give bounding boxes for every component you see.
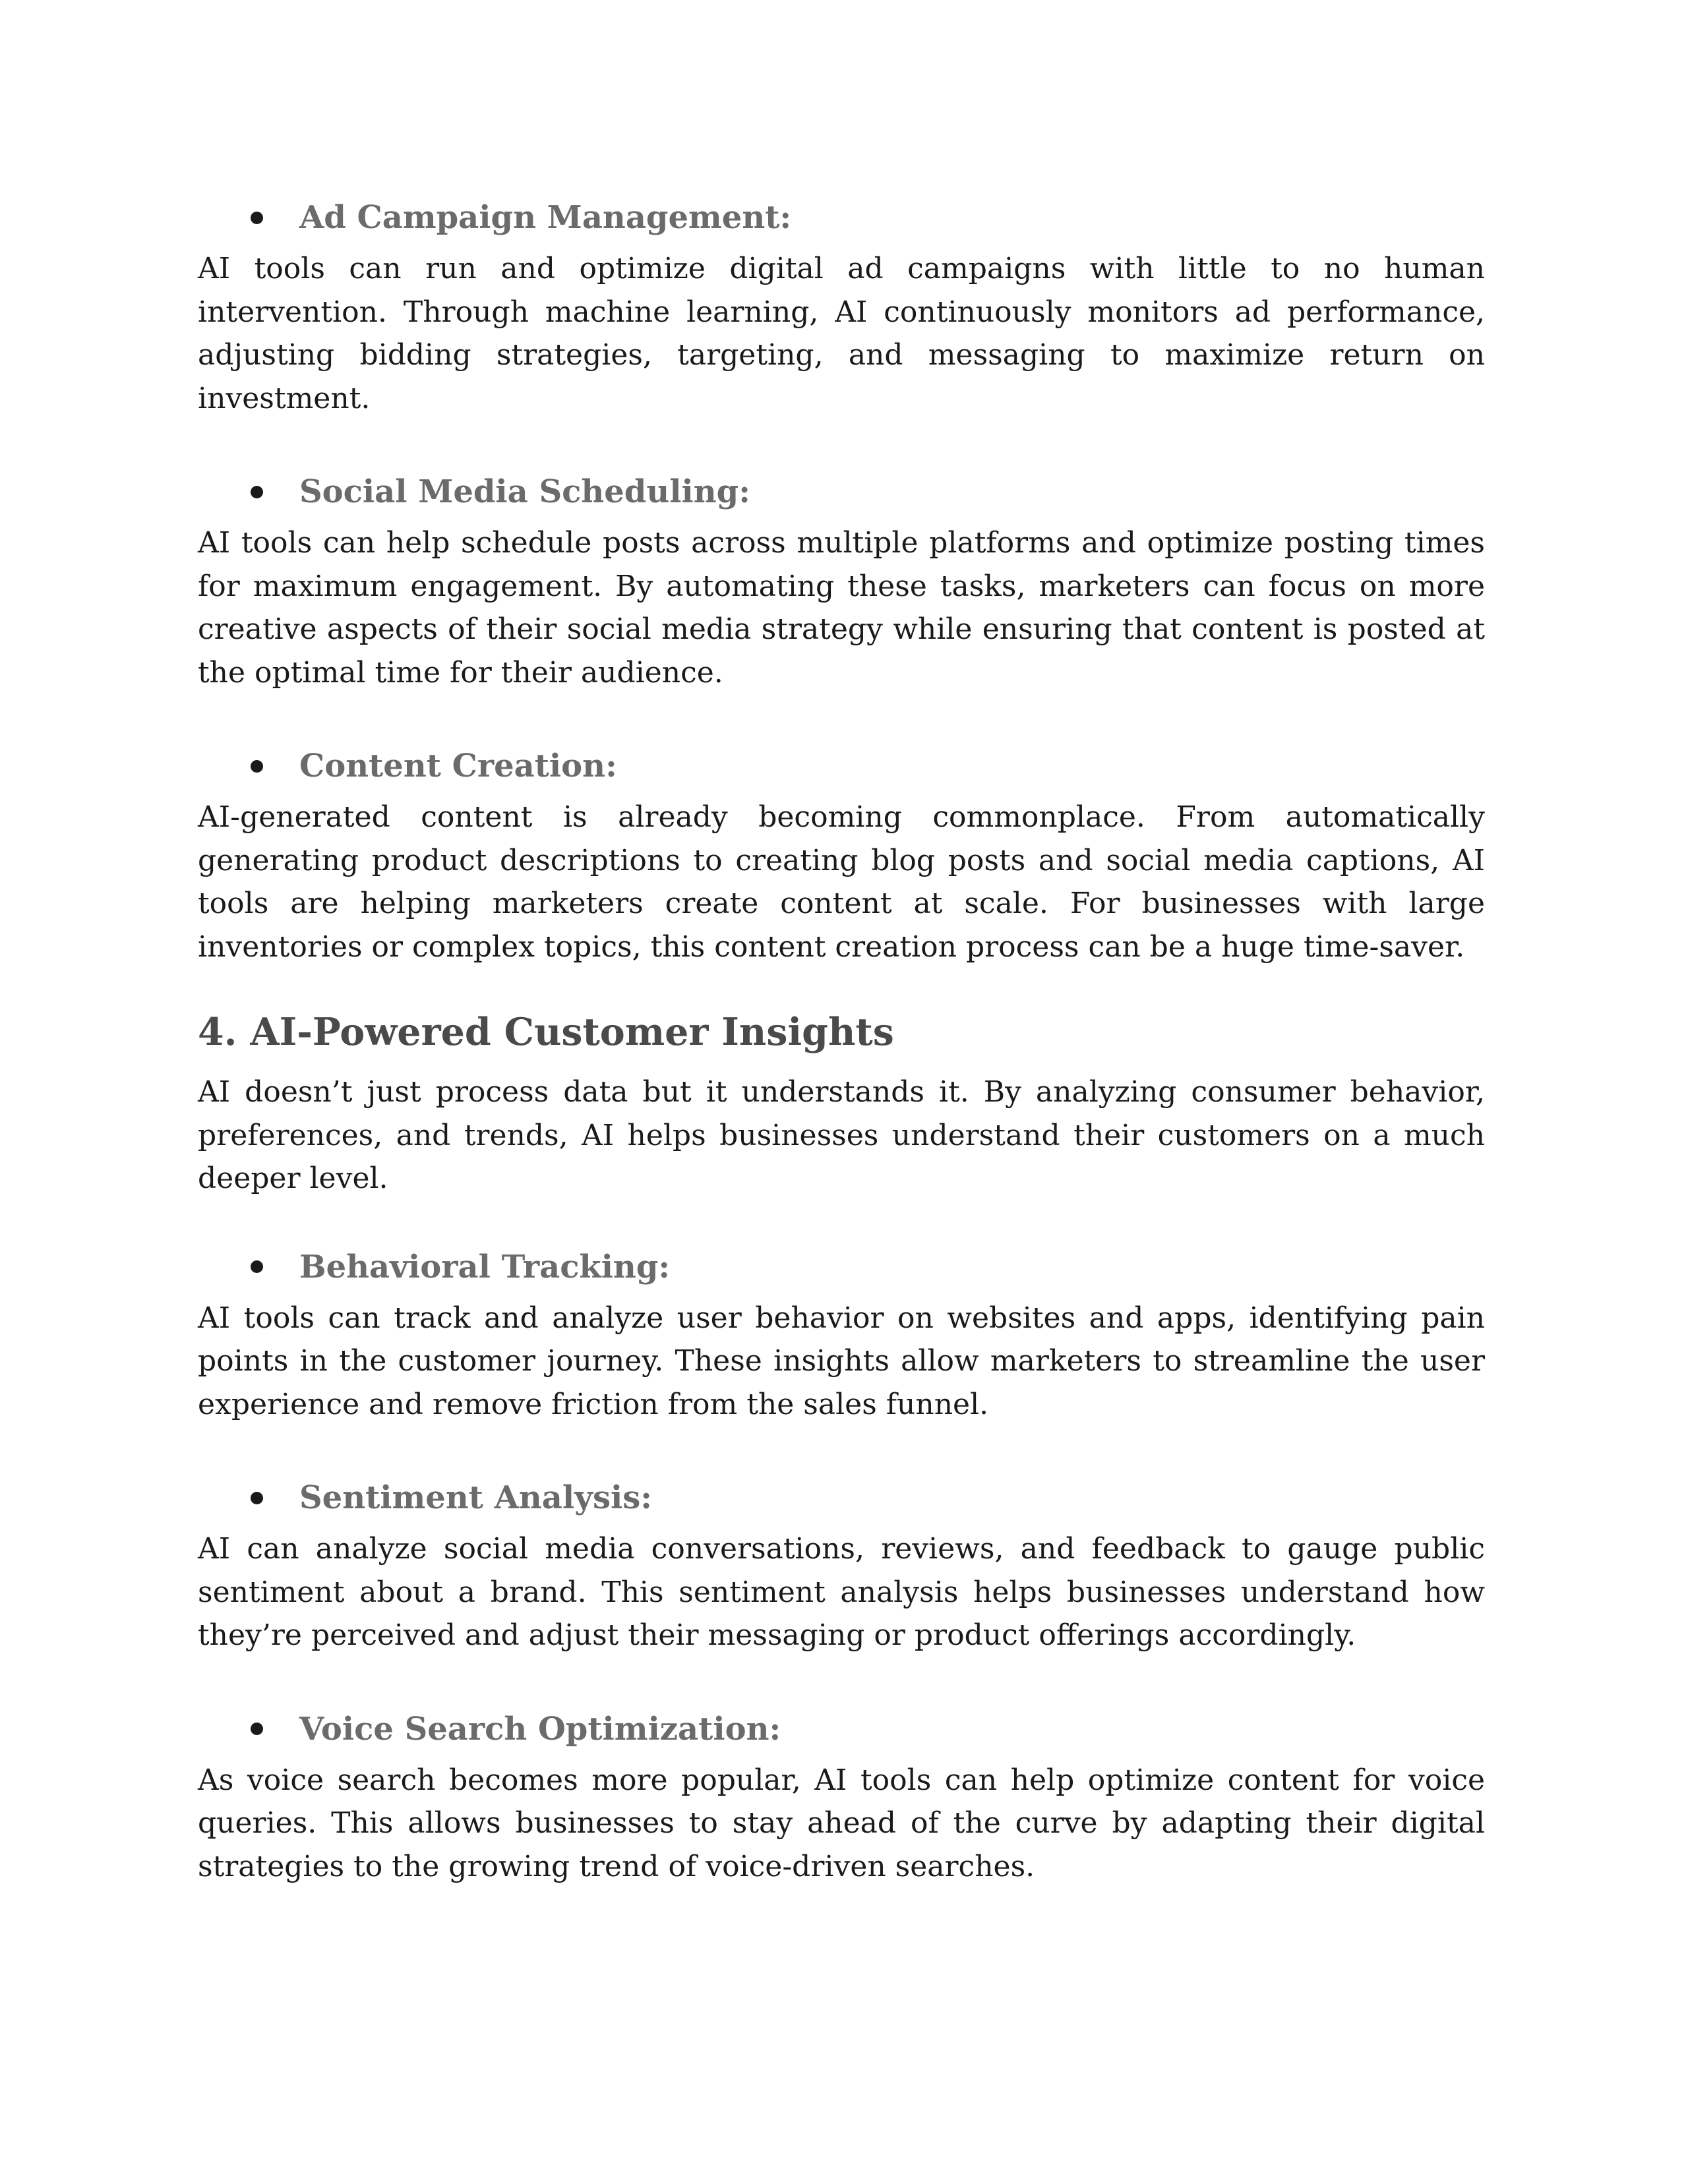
spacer — [198, 1060, 1485, 1071]
bullet-heading-ad-campaign — [198, 188, 1485, 247]
bullet-heading-behavioral — [198, 1237, 1485, 1297]
bullet-icon — [251, 212, 263, 224]
spacer — [198, 968, 1485, 1005]
paragraph-ad-campaign: AI tools can run and optimize digital ad campaigns with little to no human intervention. Through machine learning, AI continuously monitors ad performance, adjusting bidding strategies, targeting, and messaging to maximize return on investment. — [198, 252, 1485, 415]
paragraph-sentiment: AI can analyze social media conversations, reviews, and feedback to gauge public sentiment about a brand. This sentiment analysis helps businesses understand how they’re perceived and adjust their messaging or product offerings accordingly. — [198, 1532, 1485, 1652]
bullet-icon — [251, 1260, 263, 1273]
bullet-icon — [251, 1492, 263, 1504]
bullet-heading-voice-search — [198, 1699, 1485, 1759]
bullet-heading-text: Ad Campaign Management: — [299, 199, 792, 236]
paragraph-behavioral: AI tools can track and analyze user behavior on websites and apps, identifying pain points in the customer journey. These insights allow marketers to streamline the user experience and remove friction from the sales funnel. — [198, 1301, 1485, 1421]
paragraph-content-creation: AI-generated content is already becoming commonplace. From automatically generating product descriptions to creating blog posts and social media captions, AI tools are helping marketers create content at scale. For businesses with large inventories or complex topics, this content creation process can be a huge time-saver. — [198, 800, 1485, 964]
section-heading: 4. AI-Powered Customer Insights — [198, 1010, 894, 1054]
bullet-heading-content-creation — [198, 736, 1485, 796]
spacer — [198, 1426, 1485, 1468]
bullet-heading-sentiment — [198, 1468, 1485, 1527]
bullet-heading-text: Content Creation: — [299, 748, 617, 784]
bullet-icon — [251, 760, 263, 773]
bullet-heading-text: Social Media Scheduling: — [299, 473, 750, 510]
spacer — [198, 420, 1485, 462]
bullet-icon — [251, 486, 263, 498]
bullet-icon — [251, 1723, 263, 1735]
bullet-heading-text: Sentiment Analysis: — [299, 1479, 652, 1516]
bullet-heading-social-media — [198, 462, 1485, 521]
spacer — [198, 1657, 1485, 1699]
bullet-heading-text: Behavioral Tracking: — [299, 1248, 671, 1285]
spacer — [198, 1200, 1485, 1237]
paragraph-section-intro: AI doesn’t just process data but it understands it. By analyzing consumer behavior, preferences, and trends, AI helps businesses understand their customers on a much deeper level. — [198, 1075, 1485, 1195]
paragraph-voice-search: As voice search becomes more popular, AI tools can help optimize content for voice queries. This allows businesses to stay ahead of the curve by adapting their digital strategies to the growing trend of voice-driven searches. — [198, 1763, 1485, 1883]
spacer — [198, 694, 1485, 736]
document-page — [198, 188, 1485, 1888]
bullet-heading-text: Voice Search Optimization: — [299, 1710, 781, 1748]
paragraph-social-media: AI tools can help schedule posts across multiple platforms and optimize posting times for maximum engagement. By automating these tasks, marketers can focus on more creative aspects of their social media strategy while ensuring that content is posted at the optimal time for their audience. — [198, 526, 1485, 690]
